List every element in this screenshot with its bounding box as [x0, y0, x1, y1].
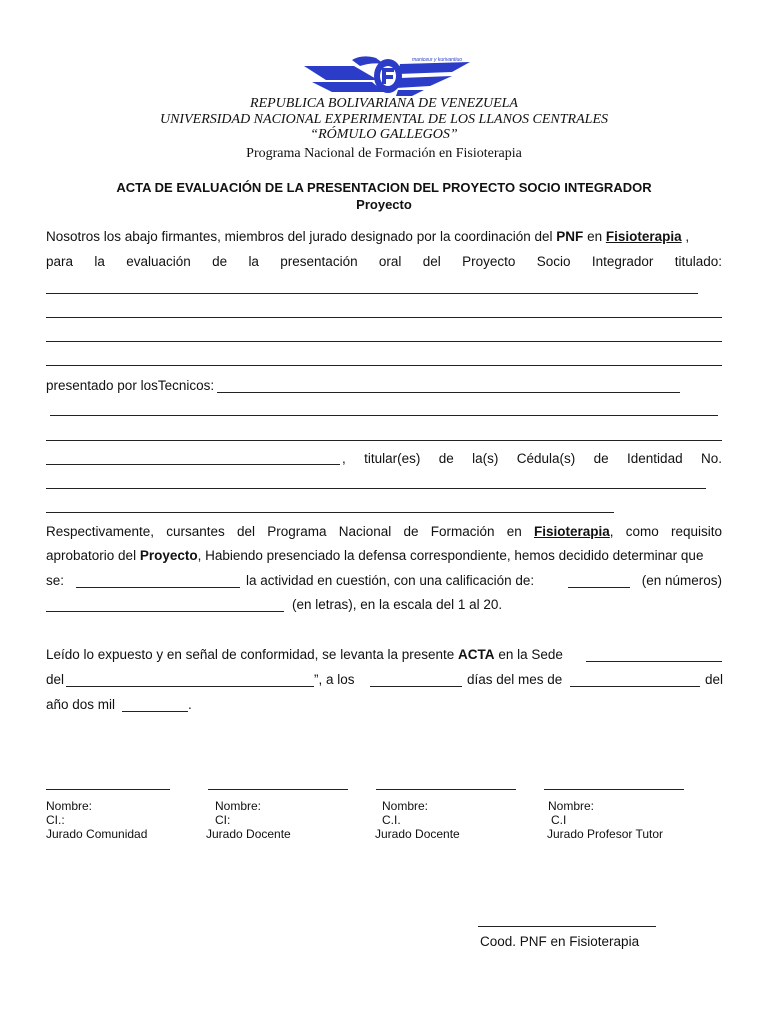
signature-block-4: [547, 799, 663, 841]
para1-word: del: [422, 254, 441, 269]
technicians-blank-line[interactable]: [217, 392, 680, 393]
para2-text-1: Respectivamente, cursantes del Programa Nacional de Formación en: [46, 524, 522, 539]
cedula-line: [342, 451, 722, 466]
cedula-word: Cédula(s): [516, 451, 576, 466]
para3-text-1: Leído lo expuesto y en señal de conformidad, se levanta la presente: [46, 647, 455, 662]
sig3-role: Jurado Docente: [375, 827, 460, 841]
verdict-blank[interactable]: [76, 587, 240, 588]
sig1-role: Jurado Comunidad: [46, 827, 148, 841]
cedula-word: la(s): [472, 451, 499, 466]
grade-number-blank[interactable]: [568, 587, 630, 588]
cedula-word: de: [438, 451, 454, 466]
para1-word: oral: [378, 254, 402, 269]
sede-blank[interactable]: [586, 661, 722, 662]
sig2-ci: CI:: [215, 813, 231, 827]
para1-comma: ,: [685, 229, 690, 244]
para3-dias: días del mes de: [467, 672, 563, 687]
para2-text-4: , Habiendo presenciado la defensa correspondiente, hemos decidido determinar que: [197, 548, 704, 563]
technicians-blank-line-2[interactable]: [50, 415, 718, 416]
document-subtitle: Proyecto: [356, 197, 412, 212]
cedula-word: No.: [700, 451, 722, 466]
para2-en-letras: (en letras), en la escala del 1 al 20.: [292, 597, 503, 612]
para2-se: se:: [46, 573, 65, 588]
sig4-nombre: Nombre:: [548, 799, 595, 813]
sig2-role: Jurado Docente: [206, 827, 291, 841]
place-blank[interactable]: [66, 686, 314, 687]
para1-word: la: [248, 254, 259, 269]
para3-line1: [46, 647, 563, 662]
names-blank-line[interactable]: [46, 464, 340, 465]
fisioterapia-label: Fisioterapia: [605, 229, 682, 244]
header-program: Programa Nacional de Formación en Fisioterapia: [246, 146, 522, 161]
acta-label: ACTA: [458, 647, 495, 662]
coordinator-signature-line[interactable]: [478, 926, 656, 927]
cedula-comma: ,: [342, 451, 346, 466]
para1-word: evaluación: [126, 254, 191, 269]
title-blank-line-3[interactable]: [46, 341, 722, 342]
grade-letters-blank[interactable]: [46, 611, 284, 612]
para1-word: para: [46, 254, 74, 269]
cedula-blank-line-2[interactable]: [46, 512, 614, 513]
para1-word: de: [212, 254, 228, 269]
para1-line2: [46, 254, 722, 269]
para3-del: del: [46, 672, 65, 687]
para3-a-los: ”, a los: [314, 672, 355, 687]
sig3-ci: C.I.: [382, 813, 401, 827]
month-blank[interactable]: [570, 686, 700, 687]
signature-block-3: [375, 799, 460, 841]
fisioterapia-label-2: Fisioterapia: [533, 524, 610, 539]
sig4-role: Jurado Profesor Tutor: [547, 827, 664, 841]
para3-del-2: del: [705, 672, 724, 687]
signature-block-2: [206, 799, 291, 841]
signature-line-2[interactable]: [208, 789, 348, 790]
signature-line-4[interactable]: [544, 789, 684, 790]
title-blank-line-4[interactable]: [46, 365, 722, 366]
sig3-nombre: Nombre:: [382, 799, 429, 813]
para2-en-numeros: (en números): [641, 573, 722, 588]
signature-line-3[interactable]: [376, 789, 516, 790]
signature-line-1[interactable]: [46, 789, 170, 790]
header-university: UNIVERSIDAD NACIONAL EXPERIMENTAL DE LOS LLANOS CENTRALES: [159, 112, 608, 127]
sig4-ci: C.I: [551, 813, 567, 827]
university-logo: [302, 52, 472, 100]
presented-by-label: presentado por losTecnicos:: [46, 378, 215, 393]
logo-text: maniceur y kurivantiuo: [412, 57, 463, 63]
para1-word: Socio: [536, 254, 571, 269]
para1-text: Nosotros los abajo firmantes, miembros del jurado designado por la coordinación del: [46, 229, 553, 244]
para1-word: Integrador: [591, 254, 654, 269]
para1-line1: [46, 229, 722, 244]
signature-block-1: [46, 799, 147, 841]
header-romulo: “RÓMULO GALLEGOS”: [310, 127, 458, 142]
para3-sede: en la Sede: [498, 647, 563, 662]
document-title: ACTA DE EVALUACIÓN DE LA PRESENTACION DEL PROYECTO SOCIO INTEGRADOR: [116, 180, 652, 195]
sig1-nombre: Nombre:: [46, 799, 93, 813]
title-blank-line-2[interactable]: [46, 317, 722, 318]
para3-year-label: año dos mil: [46, 697, 116, 712]
para3-period: .: [188, 697, 192, 712]
sig2-nombre: Nombre:: [215, 799, 262, 813]
para2-text-3: aprobatorio del: [46, 548, 137, 563]
para2-calificacion: la actividad en cuestión, con una calificación de:: [246, 573, 535, 588]
para2-line1: [46, 524, 722, 539]
title-blank-line-1[interactable]: [46, 293, 698, 294]
coordinator-label: Cood. PNF en Fisioterapia: [480, 934, 640, 949]
para1-en: en: [587, 229, 603, 244]
sig1-ci: CI.:: [46, 813, 65, 827]
para1-word: titulado:: [674, 254, 722, 269]
proyecto-label: Proyecto: [139, 548, 198, 563]
pnf-label: PNF: [556, 229, 584, 244]
para1-word: presentación: [280, 254, 358, 269]
para1-word: la: [94, 254, 105, 269]
cedula-blank-line-1[interactable]: [46, 488, 706, 489]
para2-line2: [46, 548, 722, 563]
cedula-word: Identidad: [627, 451, 683, 466]
year-blank[interactable]: [122, 711, 188, 712]
header-republic: REPUBLICA BOLIVARIANA DE VENEZUELA: [250, 96, 518, 111]
technicians-blank-line-3[interactable]: [46, 440, 722, 441]
cedula-word: titular(es): [364, 451, 421, 466]
cedula-word: de: [593, 451, 609, 466]
para2-text-2: , como requisito: [609, 524, 722, 539]
para1-word: Proyecto: [462, 254, 516, 269]
days-blank[interactable]: [370, 686, 462, 687]
